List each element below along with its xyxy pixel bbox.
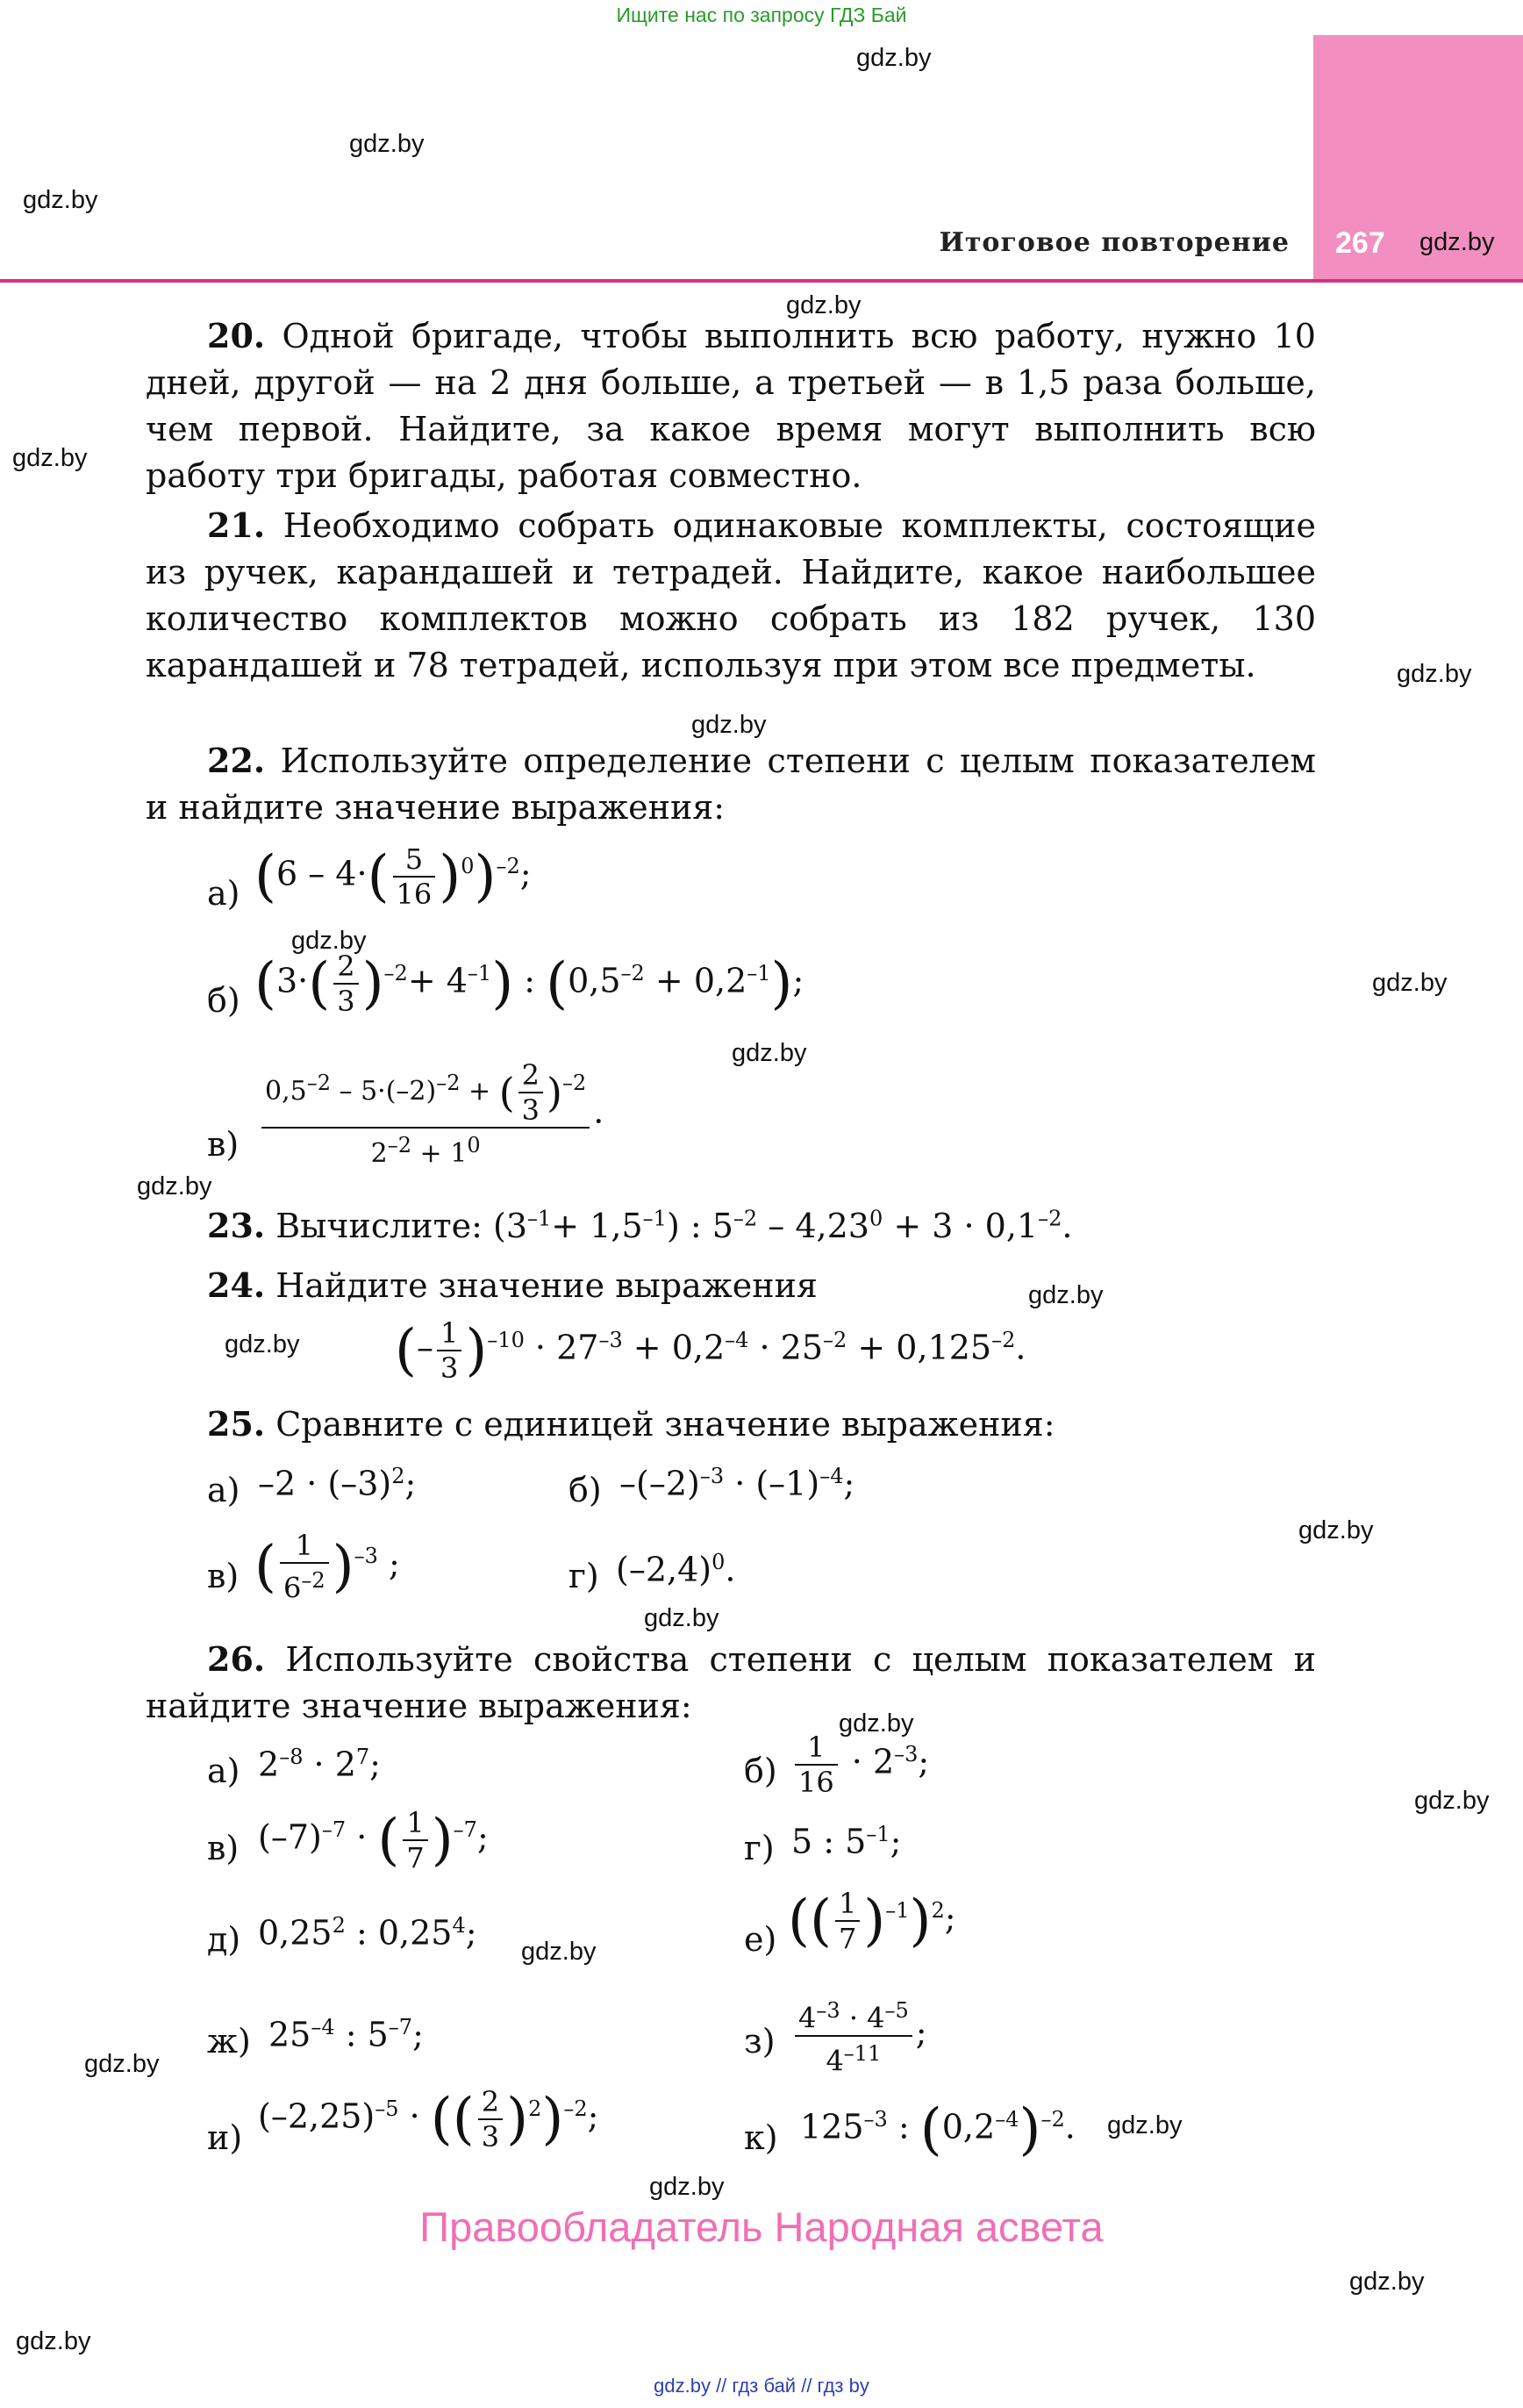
watermark: gdz.by xyxy=(856,44,932,72)
item-label: е) xyxy=(744,1920,777,1959)
watermark: gdz.by xyxy=(839,1709,914,1738)
expr-25a: $-2 \cdot (-3)^2$; xyxy=(258,1464,417,1503)
expr-22b: (3·( $\frac{2}{3}$ )$^{-2}+ 4^{-1}$) : $(0,5^{-2} + 0,2^{-1})$; xyxy=(254,950,804,1018)
watermark: gdz.by xyxy=(1028,1281,1104,1309)
expr-25g: $(-2,4)^0$. xyxy=(616,1550,736,1589)
page-number: 267 xyxy=(1335,226,1385,260)
item-label: в) xyxy=(207,1829,240,1867)
expr-26i: $(-2,25)^{-5}$ · (( $\frac{2}{3}$ )$^2$)$^{-2}$; xyxy=(258,2085,599,2154)
item-label: к) xyxy=(744,2118,778,2157)
problem-22 xyxy=(146,737,1316,831)
item-label: а) xyxy=(207,1471,240,1509)
item-label: и) xyxy=(207,2118,243,2157)
problem-20 xyxy=(146,312,1316,499)
watermark: gdz.by xyxy=(137,1172,212,1200)
problem-text: Вычислите: xyxy=(275,1207,483,1245)
watermark: gdz.by xyxy=(84,2050,160,2078)
item-label: г) xyxy=(568,1557,599,1595)
problem-number: 20. xyxy=(207,316,266,355)
item-label: г) xyxy=(744,1829,775,1867)
problem-text: Одной бригаде, чтобы выполнить всю работу, нужно 10 дней, другой — на 2 дня больше, а третьей — в 1,5 раза больше, чем первой. Найдите, за какое время могут выполнить всю работу три бригады, работая совместно. xyxy=(146,317,1316,495)
watermark: gdz.by xyxy=(1349,2268,1425,2296)
watermark: gdz.by xyxy=(12,444,88,472)
item-label: б) xyxy=(207,981,240,1020)
watermark: gdz.by xyxy=(644,1604,719,1632)
watermark: gdz.by xyxy=(291,927,367,955)
item-label: в) xyxy=(207,1557,240,1595)
expr-22a: (6 – 4·( $\frac{5}{16}$ )$^0$)$^{-2}$; xyxy=(254,842,532,911)
expr-26b: $\frac{1}{16}$ · $2^{-3}$; xyxy=(791,1731,929,1799)
watermark: gdz.by xyxy=(1414,1787,1490,1815)
expr-23: $(3^{-1}+ 1,5^{-1})$ : $5^{-2} - 4,23^0 + 3 \cdot 0,1^{-2}$. xyxy=(493,1206,1073,1245)
expr-25v: ( $\frac{1}{6^{-2}}$ )$^{-3}$ ; xyxy=(254,1529,400,1605)
watermark: gdz.by xyxy=(649,2173,725,2201)
problem-25 xyxy=(207,1404,1055,1444)
watermark: gdz.by xyxy=(1397,660,1472,688)
problem-text: Используйте свойства степени с целым показателем и найдите значение выражения: xyxy=(146,1640,1316,1725)
problem-number: 22. xyxy=(207,741,266,780)
watermark: gdz.by xyxy=(786,291,862,319)
watermark: gdz.by xyxy=(521,1938,597,1966)
item-label: а) xyxy=(207,874,240,913)
problem-23 xyxy=(207,1206,1072,1245)
header-rule xyxy=(0,279,1523,283)
problem-text: Найдите значение выражения xyxy=(275,1266,818,1305)
problem-text: Необходимо собрать одинаковые комплекты, состоящие из ручек, карандашей и тетрадей. Найдите, какое наибольшее количество комплектов можно собрать из 182 ручек, 130 карандашей и 78 тетрадей, используя при этом все предметы. xyxy=(146,506,1316,684)
item-label: а) xyxy=(207,1752,240,1790)
item-label: б) xyxy=(568,1471,602,1509)
problem-text: Сравните с единицей значение выражения: xyxy=(275,1405,1055,1444)
expr-26zh: $25^{-4}$ : $5^{-7}$; xyxy=(268,2015,424,2054)
problem-number: 23. xyxy=(207,1206,266,1245)
item-label: ж) xyxy=(207,2022,251,2060)
expr-26d: 0,25$^2$ : 0,25$^4$; xyxy=(258,1913,477,1953)
top-note: Ищите нас по запросу ГДЗ Бай xyxy=(616,4,907,26)
watermark: gdz.by xyxy=(1107,2111,1183,2139)
problem-24 xyxy=(207,1265,818,1305)
problem-21 xyxy=(146,502,1316,689)
expr-26a: $2^{-8} \cdot 2^7$; xyxy=(258,1745,381,1784)
problem-number: 25. xyxy=(207,1404,266,1444)
problem-number: 21. xyxy=(207,505,266,545)
watermark: gdz.by xyxy=(691,711,767,739)
watermark: gdz.by xyxy=(1372,969,1448,997)
expr-22v: $0,5^{-2} - 5\cdot(-2)^{-2}$ + ( $\frac{2}{3}$ )$^{-2}$ $2^{-2} + 1^0$ . xyxy=(258,1058,604,1171)
expr-26v: $(-7)^{-7}$ · ( $\frac{1}{7}$ )$^{-7}$; xyxy=(258,1806,489,1874)
watermark: gdz.by xyxy=(349,130,425,158)
expr-26g: 5 : $5^{-1}$; xyxy=(791,1822,902,1861)
watermark: gdz.by xyxy=(1298,1516,1374,1544)
section-title: Итоговое повторение xyxy=(939,227,1290,258)
item-label: в) xyxy=(207,1125,240,1164)
problem-text: Используйте определение степени с целым показателем и найдите значение выражения: xyxy=(146,742,1316,827)
expr-26e: (( $\frac{1}{7}$ )$^{-1}$)$^2$; xyxy=(788,1887,956,1955)
watermark: gdz.by xyxy=(732,1039,807,1067)
problem-26 xyxy=(146,1636,1316,1730)
watermark: gdz.by xyxy=(225,1330,300,1358)
copyright-notice: Правообладатель Народная асвета xyxy=(419,2204,1104,2250)
watermark: gdz.by xyxy=(1419,228,1495,256)
problem-number: 26. xyxy=(207,1639,266,1679)
item-label: д) xyxy=(207,1920,241,1959)
watermark: gdz.by xyxy=(16,2327,91,2355)
footer-links: gdz.by // гдз бай // гдз by xyxy=(654,2375,869,2397)
expr-24: (– $\frac{1}{3}$ )$^{-10} \cdot 27^{-3} + 0,2^{-4} \cdot 25^{-2} + 0,125^{-2}$. xyxy=(395,1316,1026,1385)
item-label: з) xyxy=(744,2022,776,2060)
expr-26k: $125^{-3}$ : $(0,2^{-4})^{-2}$. xyxy=(800,2097,1076,2162)
item-label: б) xyxy=(744,1752,777,1790)
expr-25b: $-(-2)^{-3} \cdot (-1)^{-4}$; xyxy=(619,1464,855,1503)
expr-26z: $\frac{4^{-3} \cdot 4^{-5}}{4^{-11}}$ ; xyxy=(791,1994,927,2077)
problem-number: 24. xyxy=(207,1265,266,1305)
watermark: gdz.by xyxy=(23,186,98,214)
